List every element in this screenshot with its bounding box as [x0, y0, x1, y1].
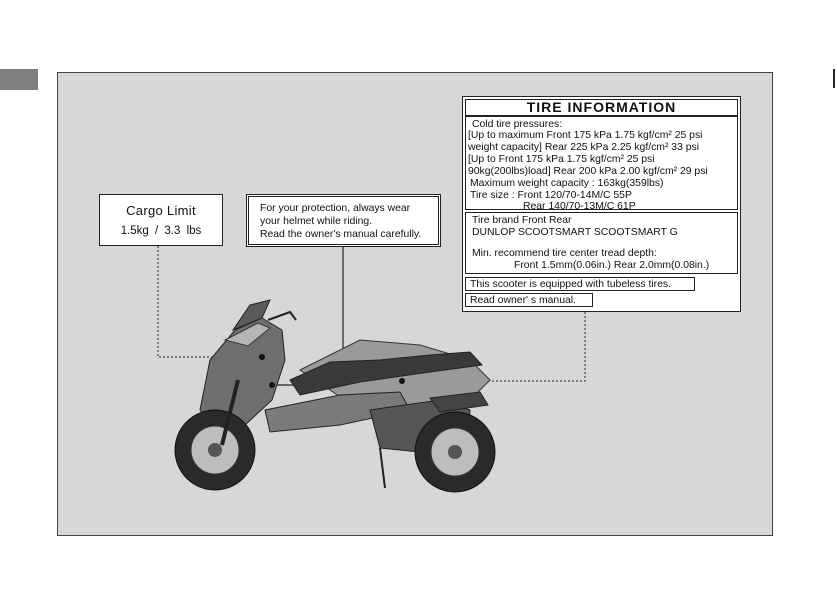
pressure-row: 90kg(200lbs)load] Rear 200 kPa 2.00 kgf/cm² 29 psi	[468, 166, 708, 177]
cold-pressure-heading: Cold tire pressures:	[472, 119, 563, 130]
pressure-row: weight capacity] Rear 225 kPa 2.25 kgf/cm² 33 psi	[468, 142, 700, 153]
tire-info-title: TIRE INFORMATION	[465, 99, 738, 116]
max-weight-capacity: Maximum weight capacity : 163kg(359lbs)	[470, 178, 664, 189]
tire-brand-header: Tire brand Front Rear	[472, 215, 572, 226]
tubeless-text: This scooter is equipped with tubeless tires.	[470, 279, 671, 290]
tubeless-notice	[465, 277, 695, 291]
read-manual-notice	[465, 293, 593, 307]
cargo-limit-label	[99, 194, 223, 246]
tire-information-label	[462, 96, 741, 312]
pressure-row: [Up to Front 175 kPa 1.75 kgf/cm² 25 psi	[468, 154, 655, 165]
tread-depth-heading: Min. recommend tire center tread depth:	[472, 248, 657, 259]
tire-brand-row: DUNLOP SCOOTSMART SCOOTSMART G	[472, 227, 678, 238]
read-manual-text: Read owner' s manual.	[470, 295, 576, 306]
cargo-limit-title: Cargo Limit	[126, 203, 196, 218]
tire-size-front: Tire size : Front 120/70-14M/C 55P	[470, 190, 632, 201]
tire-size-rear: Rear 140/70-13M/C 61P	[523, 201, 636, 212]
brand-section	[465, 212, 738, 274]
helmet-text-line3: Read the owner's manual carefully.	[260, 229, 422, 240]
pressure-row: [Up to maximum Front 175 kPa 1.75 kgf/cm² 25 psi	[468, 130, 703, 141]
helmet-warning-label	[246, 194, 441, 247]
cargo-limit-value: 1.5kg / 3.3 lbs	[120, 225, 202, 237]
helmet-text-line2: your helmet while riding.	[260, 216, 373, 227]
tread-depth-values: Front 1.5mm(0.06in.) Rear 2.0mm(0.08in.)	[514, 260, 710, 271]
helmet-text-line1: For your protection, always wear	[260, 203, 411, 214]
pressure-section	[465, 116, 738, 210]
